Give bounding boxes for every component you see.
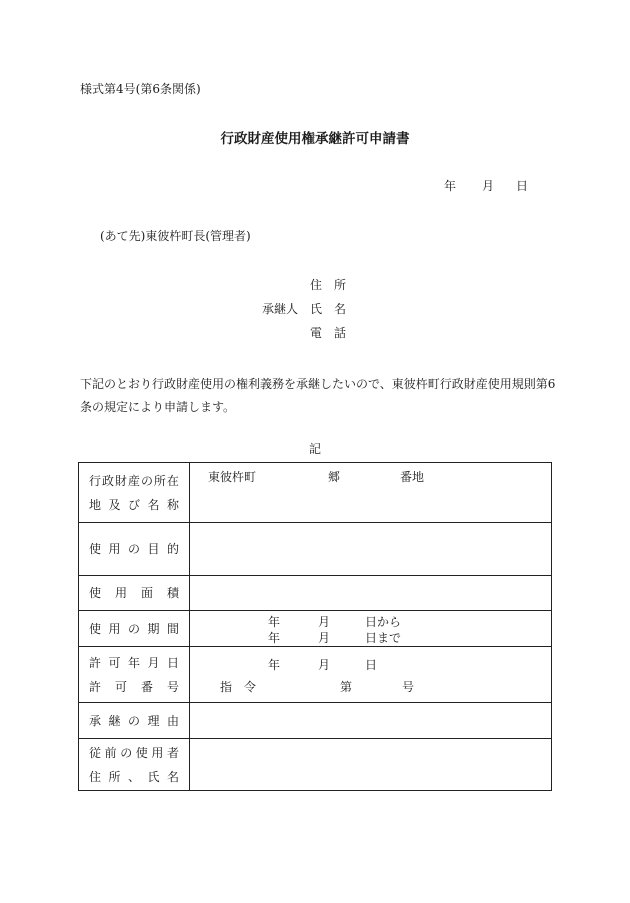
- period-from-year: 年: [268, 614, 281, 629]
- location-go: 郷: [328, 470, 341, 484]
- label-line: 住 所 、 氏 名: [89, 769, 179, 784]
- label-line: 承 継 の 理 由: [89, 713, 179, 728]
- location-value[interactable]: [190, 463, 552, 523]
- table-row: [79, 523, 552, 576]
- previous-user-value[interactable]: [190, 739, 552, 791]
- label-line: 使 用 面 積: [89, 586, 179, 600]
- permit-dai: 第: [340, 679, 353, 694]
- period-to-year: 年: [268, 630, 281, 645]
- applicant-address-label: 住 所: [310, 278, 347, 292]
- date-month: 月: [482, 179, 495, 193]
- applicant-name-label: 氏 名: [310, 302, 347, 316]
- label-line: 行 政 財 産 の 所 在: [89, 473, 179, 488]
- table-row: [79, 463, 552, 523]
- period-to-day: 日まで: [365, 630, 402, 645]
- area-value[interactable]: [190, 576, 552, 611]
- row-label-permit: [79, 647, 190, 703]
- permit-value[interactable]: [190, 647, 552, 703]
- ki-heading: 記: [308, 442, 321, 456]
- document-title: 行政財産使用権承継許可申請書: [220, 131, 410, 147]
- applicant-phone-label: 電 話: [310, 326, 347, 340]
- application-statement: 下記のとおり行政財産使用の権利義務を承継したいので、東彼杵町行政財産使用規則第6条の規定により申請します。: [80, 377, 556, 414]
- label-line: 許 可 番 号: [89, 679, 179, 694]
- label-line: 使 用 の 目 的: [89, 542, 179, 556]
- label-line: 地 及 び 名 称: [89, 497, 179, 512]
- label-line: 従 前 の 使 用 者: [89, 745, 179, 760]
- permit-year: 年: [268, 657, 281, 672]
- location-banchi: 番地: [400, 470, 425, 484]
- application-table: [78, 462, 552, 791]
- row-label-previous-user: [79, 739, 190, 791]
- row-label-reason: [79, 703, 190, 739]
- period-to-month: 月: [318, 630, 331, 645]
- row-label-purpose: [79, 523, 190, 576]
- reason-value[interactable]: [190, 703, 552, 739]
- period-from-day: 日から: [365, 614, 402, 629]
- table-row: [79, 739, 552, 791]
- row-label-area: [79, 576, 190, 611]
- permit-gou: 号: [402, 679, 415, 694]
- location-town: 東彼杵町: [208, 470, 257, 484]
- table-row: [79, 647, 552, 703]
- label-line: 使 用 の 期 間: [89, 621, 179, 636]
- row-label-period: [79, 611, 190, 647]
- permit-shirei: 指 令: [220, 679, 257, 694]
- purpose-value[interactable]: [190, 523, 552, 576]
- form-number: 様式第4号(第6条関係): [80, 82, 201, 96]
- period-from-month: 月: [318, 614, 331, 629]
- label-line: 許 可 年 月 日: [89, 655, 179, 670]
- period-value[interactable]: [190, 611, 552, 647]
- permit-month: 月: [318, 657, 331, 672]
- date-year: 年: [444, 179, 457, 193]
- table-row: [79, 703, 552, 739]
- table-row: [79, 576, 552, 611]
- permit-day: 日: [365, 657, 378, 672]
- row-label-location: [79, 463, 190, 523]
- date-day: 日: [516, 179, 529, 193]
- addressee: (あて先)東彼杵町長(管理者): [100, 229, 251, 243]
- table-row: [79, 611, 552, 647]
- applicant-role-label: 承継人: [262, 302, 299, 316]
